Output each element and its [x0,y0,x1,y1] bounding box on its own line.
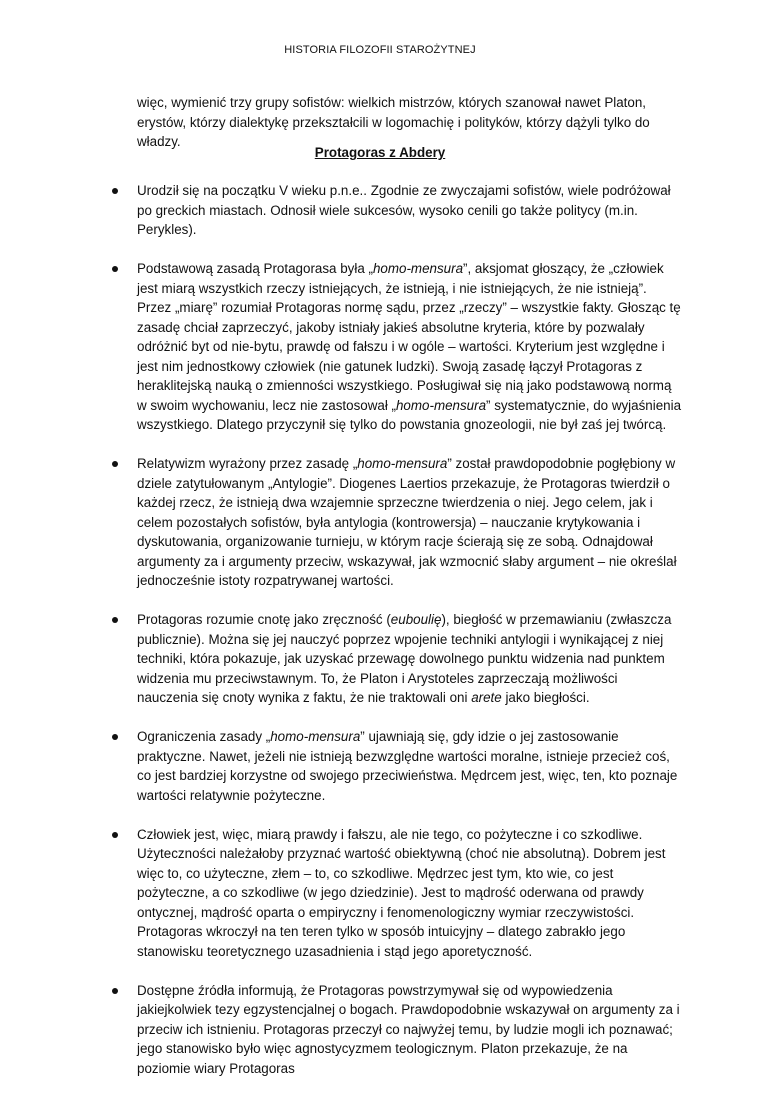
item-text: Dostępne źródła informują, że Protagoras powstrzymywał się od wypowiedzenia jakiejkolwiek tezy egzystencjalnej o bogach. Prawdopodobnie wskazywał on argumenty za i przeciw ich istnieniu. Protagoras przeczył co najwyżej temu, by ludzie mogli ich poznawać; jego stanowisko było więc agnostycyzmem teologicznym. Platon przekazuje, że na poziomie wiary Protagoras [137,982,680,1076]
item-text: Człowiek jest, więc, miarą prawdy i fałszu, ale nie tego, co pożyteczne i co szkodliwe. Użyteczności należałoby przyznać wartość obiektywną (choć nie absolutną). Dobrem jest więc to, co użyteczne, złem – to, co szkodliwe. Mędrzec jest tym, kto wie, co jest pożyteczne, a co szkodliwe (w jego dziedzinie). Jest to mądrość oderwana od prawdy ontycznej, mądrość oparta o empiryczny i fenomenologiczny wymiar rzeczywistości. Protagoras wkroczył na ten teren tylko w sposób intuicyjny – dlatego zabrakło jego stanowisku teoretycznego uzasadnienia i stąd jego aporetyczność. [137,826,666,959]
list-item [112,259,682,435]
bullet-icon [112,617,118,623]
item-text: Relatywizm wyrażony przez zasadę „homo-mensura” został prawdopodobnie pogłębiony w dziele zatytułowanym „Antylogie”. Diogenes Laertios przekazuje, że Protagoras twierdził o każdej rzecz, że istnieją dwa wzajemnie sprzeczne twierdzenia o niej. Jego celem, jak i celem pozostałych sofistów, była antylogia (kontrowersja) – nauczanie krytykowania i dyskutowania, organizowanie turnieju, w którym racje ścierają się ze sobą. Odnajdował argumenty za i argumenty przeciw, wskazywał, jak wzmocnić słaby argument – nie określał jednocześnie istoty rozpatrywanej wartości. [137,456,677,588]
section-title: Protagoras z Abdery [314,145,446,160]
intro-paragraph: więc, wymienić trzy grupy sofistów: wielkich mistrzów, których szanował nawet Platon, erystów, którzy dialektykę przekształcili w logomachię i polityków, którzy dążyli tylko do władzy. [137,95,650,149]
item-text: Protagoras rozumie cnotę jako zręczność (euboulię), biegłość w przemawianiu (zwłaszcza publicznie). Można się jej nauczyć poprzez wpojenie techniki antylogii i wynikającej z niej techniki, która pokazuje, jak uzyskać przewagę dowolnego punktu widzenia nad punktem widzenia mu przeciwstawnym. To, że Platon i Arystoteles zaprzeczają możliwości nauczenia się cnoty wynika z faktu, że nie traktowali oni arete jako biegłości. [137,612,672,705]
bullet-icon [112,734,118,740]
list-item [112,727,682,805]
bullet-list [112,181,682,1098]
running-header: HISTORIA FILOZOFII STAROŻYTNEJ [284,44,476,56]
bullet-icon [112,988,118,994]
bullet-icon [112,188,118,194]
item-text: Podstawową zasadą Protagorasa była „homo-mensura”, aksjomat głoszący, że „człowiek jest miarą wszystkich rzeczy istniejących, że istnieją, i nie istniejących, że nie istnieją”. Przez „miarę” rozumiał Protagoras normę sądu, przez „rzeczy” – wszystkie fakty. Głosząc tę zasadę chciał zaprzeczyć, jakoby istniały jakieś absolutne kryteria, które by pozwalały odróżnić byt od nie-bytu, prawdę od fałszu i w ogóle – wartości. Kryterium jest względne i jest nim jednostkowy człowiek (nie gatunek ludzki). Swoją zasadę łączył Protagoras z heraklitejską nauką o zmienności wszystkiego. Posługiwał się nią jako podstawową normą w swoim wychowaniu, lecz nie zastosował „homo-mensura” systematycznie, do wyjaśnienia wszystkiego. Dlatego przyczynił się tylko do powstania gnozeologii, nie był zaś jej twórcą. [137,261,682,432]
item-text: Ograniczenia zasady „homo-mensura” ujawniają się, gdy idzie o jej zastosowanie praktyczne. Nawet, jeżeli nie istnieją bezwzględne wartości moralne, istnieje przecież coś, co jest bardziej korzystne od swojego przeciwieństwa. Mędrcem jest, więc, ten, kto poznaje wartości relatywnie pożyteczne. [137,729,678,803]
item-text: Urodził się na początku V wieku p.n.e.. Zgodnie ze zwyczajami sofistów, wiele podróżował po greckich miastach. Odnosił wiele sukcesów, wysoko cenili go także politycy (m.in. Perykles). [137,183,671,237]
list-item [112,454,682,591]
list-item [112,981,682,1079]
list-item [112,610,682,708]
list-item [112,825,682,962]
list-item [112,181,682,240]
bullet-icon [112,266,118,272]
bullet-icon [112,461,118,467]
bullet-icon [112,832,118,838]
